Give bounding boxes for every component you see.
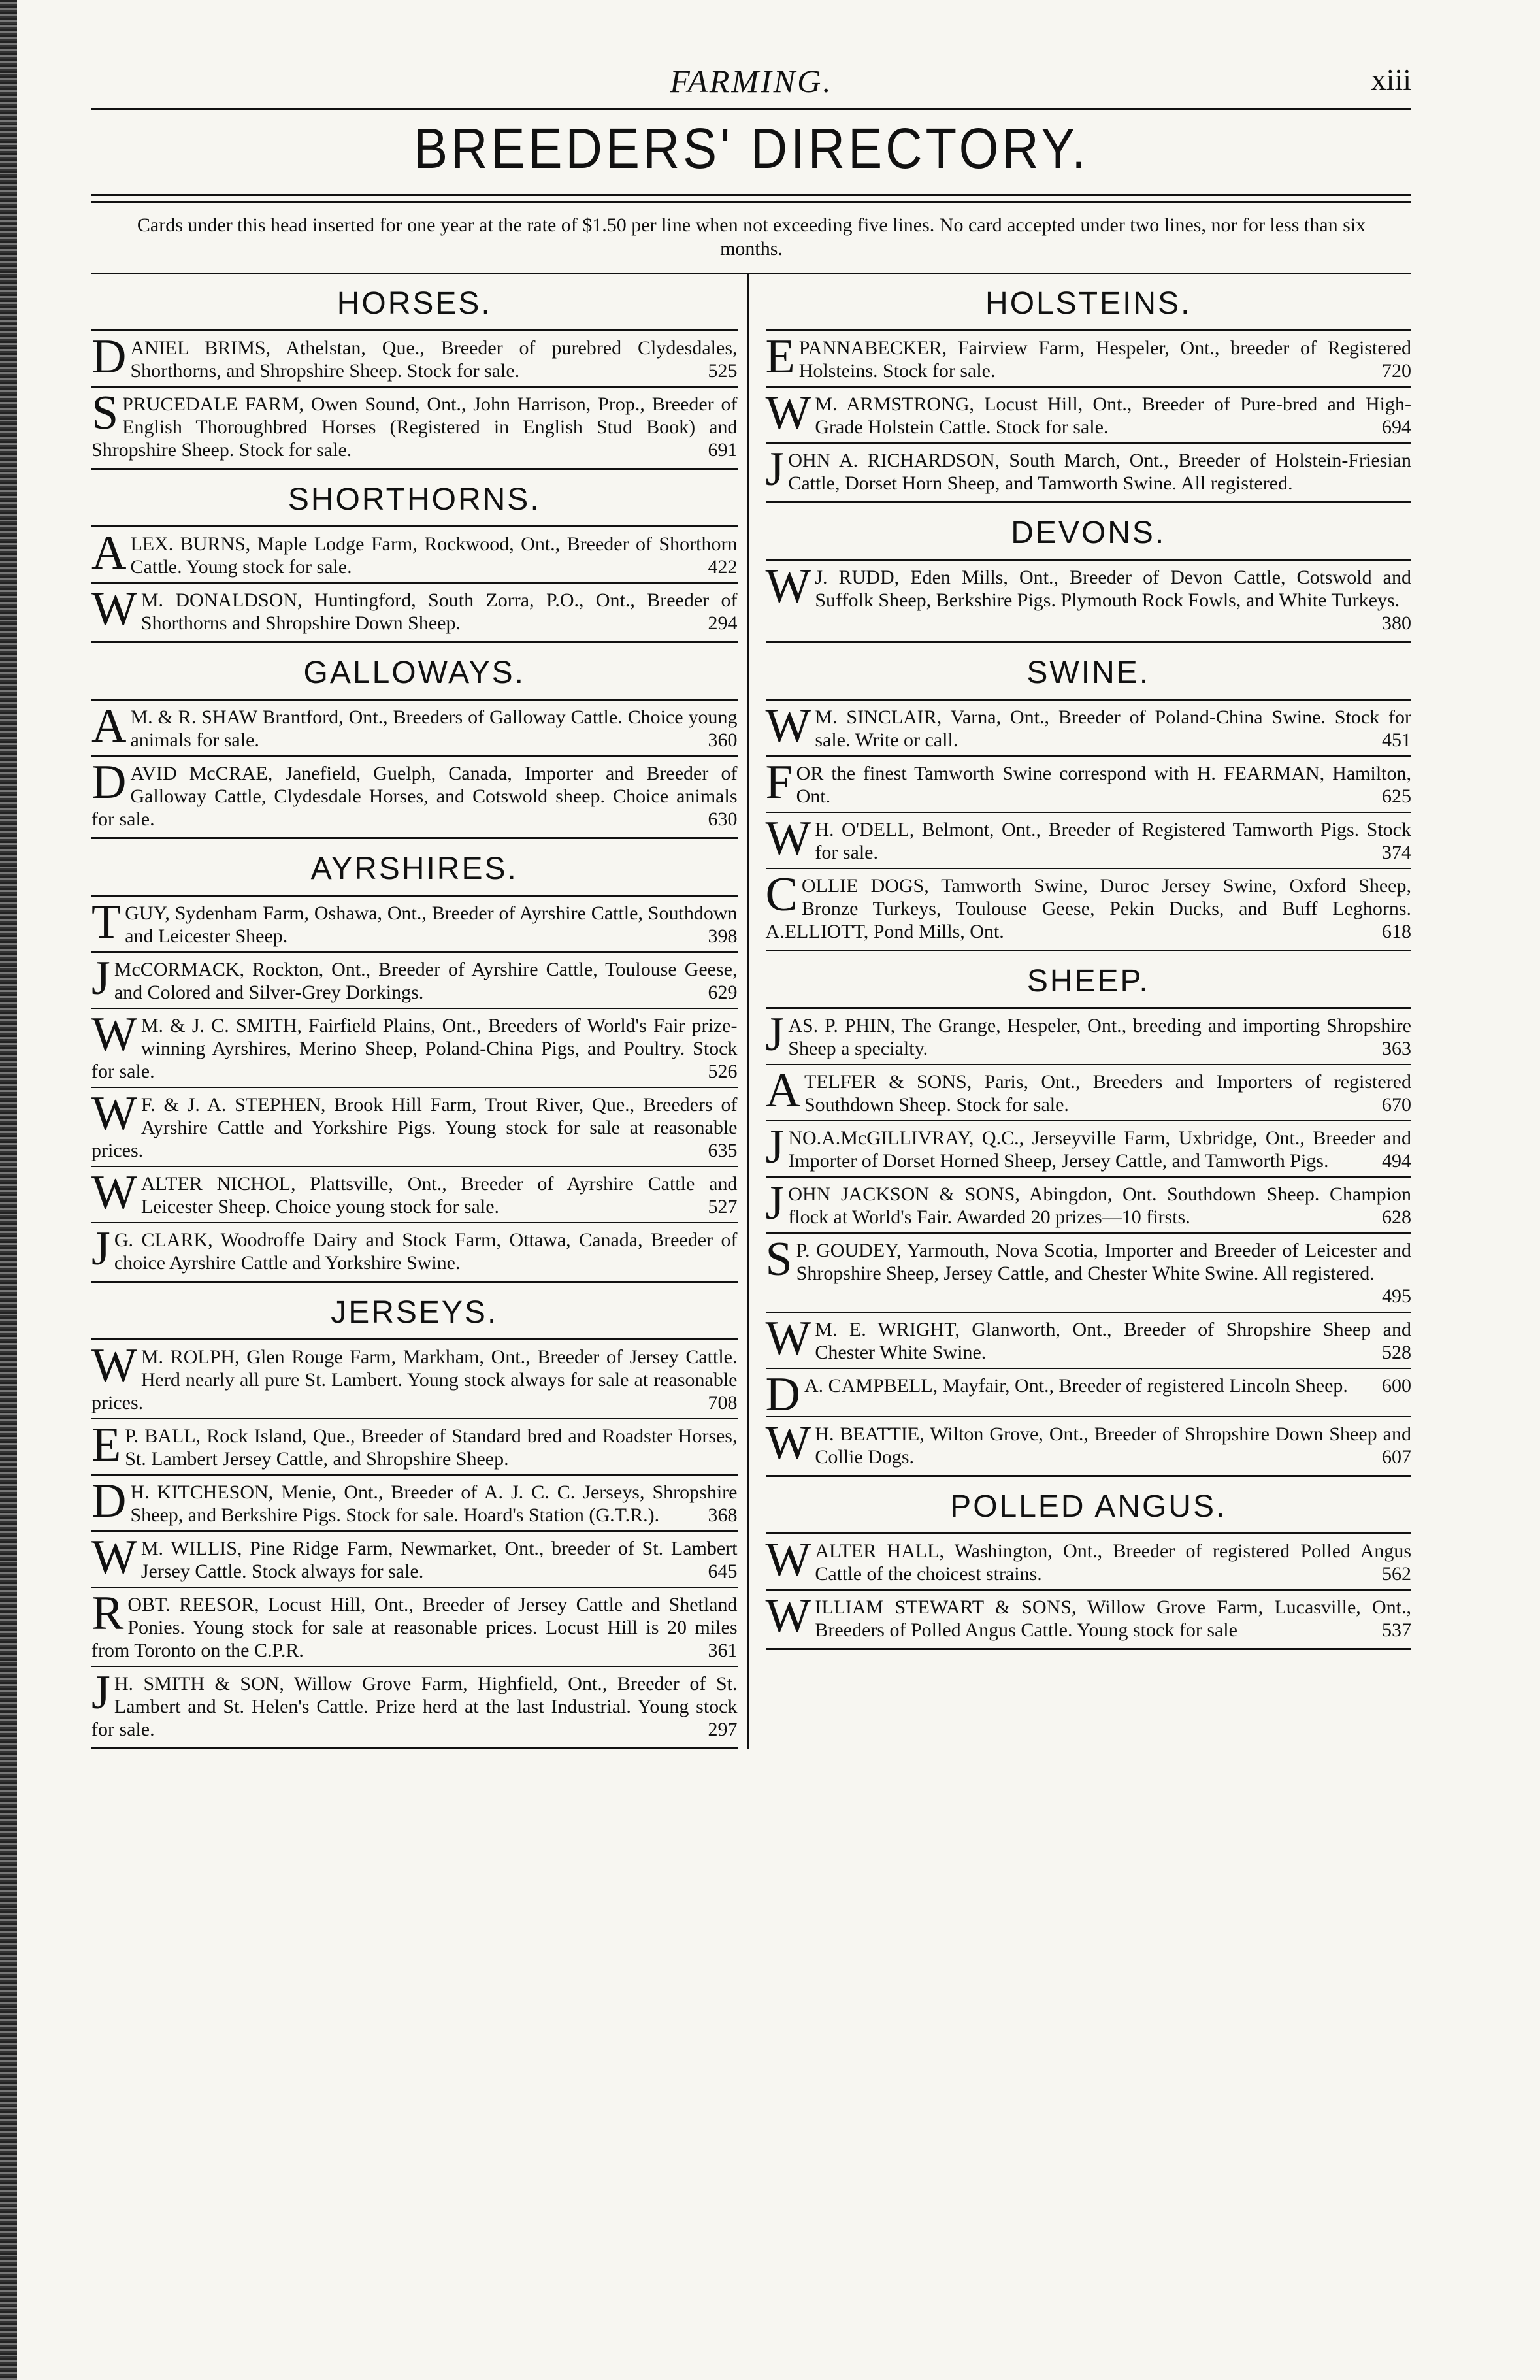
entry-text: McCORMACK, Rockton, Ont., Breeder of Ayrshire Cattle, Toulouse Geese, and Colored and Silver-Grey Dorkings.	[114, 959, 738, 1003]
directory-entry	[766, 1591, 1412, 1645]
entry-text: TELFER & SONS, Paris, Ont., Breeders and Importers of registered Southdown Sheep. Stock for sale.	[804, 1071, 1411, 1116]
directory-entry	[766, 1121, 1412, 1178]
entry-number: 645	[708, 1561, 738, 1582]
section-end-rule	[766, 1648, 1412, 1650]
section-heading-shorthorns: SHORTHORNS.	[287, 482, 541, 517]
directory-entry	[766, 813, 1412, 869]
entry-initial: J	[91, 1222, 110, 1276]
section-heading-polled-angus: POLLED ANGUS.	[950, 1489, 1227, 1524]
directory-entry	[91, 701, 738, 757]
entry-initial: T	[91, 895, 122, 949]
entry-number: 294	[708, 612, 738, 634]
entry-text: AS. P. PHIN, The Grange, Hespeler, Ont., breeding and importing Shropshire Sheep a specialty.	[788, 1015, 1411, 1059]
directory-entry	[766, 444, 1412, 499]
entry-initial: S	[91, 386, 119, 440]
directory-entry	[766, 1534, 1412, 1591]
entry-initial: S	[765, 1232, 793, 1286]
directory-entry	[91, 897, 738, 953]
entry-text: M. ARMSTRONG, Locust Hill, Ont., Breeder of Pure-bred and High-Grade Holstein Cattle. Stock for sale.	[815, 393, 1411, 438]
entry-number: 361	[708, 1640, 738, 1661]
section-end-rule	[91, 1281, 738, 1283]
directory-entry	[766, 701, 1412, 757]
entry-initial: W	[765, 812, 811, 865]
directory-entry	[766, 1313, 1412, 1369]
entry-initial: D	[91, 330, 127, 384]
directory-entry	[91, 1009, 738, 1088]
section-end-rule	[91, 1747, 738, 1749]
directory-entry	[91, 1476, 738, 1532]
directory-entry	[766, 388, 1412, 444]
entry-text: M. ROLPH, Glen Rouge Farm, Markham, Ont., Breeder of Jersey Cattle. Herd nearly all pure St. Lambert. Young stock always for sale at reasonable prices.	[91, 1346, 738, 1413]
entry-number: 562	[1382, 1563, 1411, 1585]
entry-number: 398	[708, 925, 738, 947]
directory-entry	[91, 527, 738, 584]
directory-entry	[91, 1532, 738, 1588]
entry-number: 691	[708, 439, 738, 461]
entry-initial: J	[765, 1176, 785, 1230]
directory-entry	[91, 1340, 738, 1419]
section-heading-devons: DEVONS.	[1011, 516, 1166, 550]
entry-number: 526	[708, 1061, 738, 1082]
section-end-rule	[91, 641, 738, 643]
notice: Cards under this head inserted for one year at the rate of $1.50 per line when not exceeding five lines. No card accepted under two lines, nor for less than six months.	[137, 214, 1366, 259]
entry-initial: D	[765, 1368, 800, 1421]
entry-initial: J	[765, 442, 785, 496]
entry-number: 368	[708, 1504, 738, 1526]
entry-initial: D	[91, 755, 127, 809]
directory-entry	[91, 388, 738, 465]
directory-entry	[91, 584, 738, 638]
entry-number: 297	[708, 1719, 738, 1740]
directory-entry	[765, 1368, 1412, 1421]
entry-initial: W	[765, 1589, 811, 1643]
directory-entry	[91, 1223, 738, 1278]
entry-initial: W	[765, 559, 811, 613]
entry-number: 635	[708, 1140, 738, 1161]
directory-entry	[766, 331, 1412, 388]
entry-text: PRUCEDALE FARM, Owen Sound, Ont., John Harrison, Prop., Breeder of English Thoroughbred Horses (Registered in English Stud Book) and Shropshire Sheep. Stock for sale.	[91, 393, 738, 461]
entry-text: F. & J. A. STEPHEN, Brook Hill Farm, Trout River, Que., Breeders of Ayrshire Cattle and Yorkshire Pigs. Young stock for sale at reasonable prices.	[91, 1094, 738, 1161]
left-column	[91, 274, 749, 1749]
entry-initial: W	[91, 1008, 137, 1061]
entry-initial: F	[765, 755, 793, 809]
entry-initial: D	[91, 1474, 127, 1528]
entry-text: NO.A.McGILLIVRAY, Q.C., Jerseyville Farm, Uxbridge, Ont., Breeder and Importer of Dorset Horned Sheep, Jersey Cattle, and Tamworth Pigs.	[788, 1127, 1411, 1172]
directory-entry	[91, 1588, 738, 1667]
entry-number: 537	[1382, 1619, 1411, 1641]
directory-entry	[91, 757, 738, 835]
directory-entry	[766, 757, 1412, 813]
entry-initial: R	[91, 1587, 124, 1640]
entry-text: GUY, Sydenham Farm, Oshawa, Ont., Breeder of Ayrshire Cattle, Southdown and Leicester Sheep.	[125, 902, 738, 947]
title-double-rule	[91, 194, 1411, 203]
entry-initial: W	[765, 1533, 811, 1587]
entry-initial: C	[765, 868, 798, 921]
entry-text: J. RUDD, Eden Mills, Ont., Breeder of Devon Cattle, Cotswold and Suffolk Sheep, Berkshire Pigs. Plymouth Rock Fowls, and White Turkeys.	[815, 567, 1411, 611]
directory-entry	[766, 1417, 1412, 1472]
entry-number: 495	[1382, 1285, 1411, 1307]
directory-title: BREEDERS' DIRECTORY.	[414, 116, 1089, 181]
directory-entry	[91, 953, 738, 1009]
entry-text: OHN A. RICHARDSON, South March, Ont., Breeder of Holstein-Friesian Cattle, Dorset Horn Sheep, and Tamworth Swine. All registered.	[788, 450, 1411, 494]
entry-text: ANIEL BRIMS, Athelstan, Que., Breeder of purebred Clydesdales, Shorthorns, and Shropshire Sheep. Stock for sale.	[130, 337, 738, 382]
entry-text: M. & J. C. SMITH, Fairfield Plains, Ont., Breeders of World's Fair prize-winning Ayrshires, Merino Sheep, Poland-China Pigs, and Poultry. Stock for sale.	[91, 1015, 738, 1082]
entry-text: LEX. BURNS, Maple Lodge Farm, Rockwood, Ont., Breeder of Shorthorn Cattle. Young stock for sale.	[130, 533, 738, 578]
entry-text: ALTER NICHOL, Plattsville, Ont., Breeder of Ayrshire Cattle and Leicester Sheep. Choice young stock for sale.	[140, 1173, 738, 1217]
section-end-rule	[766, 501, 1412, 503]
entry-number: 360	[708, 729, 738, 751]
section-heading-jerseys: JERSEYS.	[331, 1295, 499, 1330]
entry-number: 527	[708, 1196, 738, 1217]
entry-text: H. O'DELL, Belmont, Ont., Breeder of Registered Tamworth Pigs. Stock for sale.	[815, 819, 1411, 863]
entry-text: P. GOUDEY, Yarmouth, Nova Scotia, Importer and Breeder of Leicester and Shropshire Sheep, Jersey Cattle, and Chester White Swine. All registered.	[796, 1240, 1411, 1284]
entry-number: 720	[1382, 360, 1411, 382]
section-heading-galloways: GALLOWAYS.	[303, 655, 525, 690]
entry-number: 525	[708, 360, 738, 382]
page-number: xiii	[1371, 63, 1411, 96]
directory-entry	[91, 1088, 738, 1167]
entry-text: M. DONALDSON, Huntingford, South Zorra, P.O., Ont., Breeder of Shorthorns and Shropshire Down Sheep.	[140, 589, 738, 634]
entry-initial: E	[765, 330, 795, 384]
entry-number: 380	[1382, 612, 1411, 634]
entry-text: M. E. WRIGHT, Glanworth, Ont., Breeder of Shropshire Sheep and Chester White Swine.	[815, 1319, 1411, 1363]
entry-text: OR the finest Tamworth Swine correspond with H. FEARMAN, Hamilton, Ont.	[796, 763, 1411, 807]
entry-text: M. SINCLAIR, Varna, Ont., Breeder of Poland-China Swine. Stock for sale. Write or call.	[815, 706, 1411, 751]
section-heading-swine: SWINE.	[1026, 655, 1151, 690]
entry-number: 628	[1382, 1206, 1411, 1228]
entry-text: OHN JACKSON & SONS, Abingdon, Ont. Southdown Sheep. Champion flock at World's Fair. Awarded 20 prizes—10 firsts.	[788, 1183, 1411, 1228]
directory-entry	[766, 1234, 1412, 1313]
entry-text: M. WILLIS, Pine Ridge Farm, Newmarket, Ont., breeder of St. Lambert Jersey Cattle. Stock always for sale.	[140, 1538, 738, 1582]
entry-text: A. CAMPBELL, Mayfair, Ont., Breeder of registered Lincoln Sheep.	[804, 1375, 1348, 1397]
entry-number: 363	[1382, 1038, 1411, 1059]
entry-initial: W	[765, 1416, 811, 1470]
entry-number: 451	[1382, 729, 1411, 751]
entry-initial: A	[91, 526, 127, 580]
section-end-rule	[91, 468, 738, 470]
entry-number: 670	[1382, 1094, 1411, 1116]
section-heading-ayrshires: AYRSHIRES.	[310, 851, 518, 886]
directory-entry	[91, 1419, 738, 1476]
entry-initial: W	[91, 1166, 137, 1219]
entry-number: 528	[1382, 1342, 1411, 1363]
entry-text: P. BALL, Rock Island, Que., Breeder of Standard bred and Roadster Horses, St. Lambert Jersey Cattle, and Shropshire Sheep.	[125, 1425, 738, 1470]
directory-entry	[766, 869, 1412, 947]
entry-initial: E	[91, 1418, 122, 1472]
entry-number: 625	[1382, 785, 1411, 807]
entry-initial: W	[91, 1339, 137, 1393]
entry-initial: W	[91, 1530, 137, 1584]
entry-text: AVID McCRAE, Janefield, Guelph, Canada, Importer and Breeder of Galloway Cattle, Clydesdale Horses, and Cotswold sheep. Choice animals for sale.	[91, 763, 738, 830]
section-heading-horses: HORSES.	[336, 286, 492, 321]
directory-entry	[91, 1667, 738, 1745]
entry-text: H. KITCHESON, Menie, Ont., Breeder of A. J. C. C. Jerseys, Shropshire Sheep, and Berkshire Pigs. Stock for sale. Hoard's Station (G.T.R.).	[130, 1481, 738, 1526]
page	[91, 62, 1411, 1749]
entry-initial: A	[91, 699, 127, 753]
entry-initial: A	[765, 1064, 800, 1117]
entry-text: OLLIE DOGS, Tamworth Swine, Duroc Jersey Swine, Oxford Sheep, Bronze Turkeys, Toulouse Geese, Pekin Ducks, and Buff Leghorns. A.ELLIOTT, Pond Mills, Ont.	[765, 875, 1411, 942]
entry-initial: W	[91, 582, 137, 636]
right-column	[749, 274, 1412, 1749]
section-end-rule	[91, 837, 738, 839]
entry-text: OBT. REESOR, Locust Hill, Ont., Breeder of Jersey Cattle and Shetland Ponies. Young stock for sale at reasonable prices. Locust Hill is 20 miles from Toronto on the C.P.R.	[91, 1594, 738, 1661]
entry-number: 694	[1382, 416, 1411, 438]
entry-number: 607	[1382, 1446, 1411, 1468]
entry-number: 618	[1382, 921, 1411, 942]
header-rule	[91, 108, 1411, 110]
entry-initial: J	[91, 951, 110, 1005]
section-end-rule	[766, 1475, 1412, 1477]
directory-entry	[766, 561, 1412, 638]
entry-initial: W	[765, 699, 811, 753]
running-title: FARMING.	[670, 63, 833, 99]
entry-number: 600	[1382, 1375, 1411, 1397]
entry-text: ILLIAM STEWART & SONS, Willow Grove Farm, Lucasville, Ont., Breeders of Polled Angus Cattle. Young stock for sale	[815, 1596, 1411, 1641]
section-end-rule	[766, 950, 1412, 951]
section-heading-sheep: SHEEP.	[1026, 964, 1150, 999]
entry-number: 629	[708, 982, 738, 1003]
entry-initial: J	[765, 1008, 785, 1061]
section-heading-holsteins: HOLSTEINS.	[985, 286, 1192, 321]
entry-text: G. CLARK, Woodroffe Dairy and Stock Farm, Ottawa, Canada, Breeder of choice Ayrshire Cattle and Yorkshire Swine.	[114, 1229, 738, 1274]
directory-entry	[766, 1065, 1412, 1121]
entry-initial: W	[765, 1312, 811, 1365]
entry-number: 494	[1382, 1150, 1411, 1172]
directory-entry	[91, 1167, 738, 1223]
entry-text: H. BEATTIE, Wilton Grove, Ont., Breeder of Shropshire Down Sheep and Collie Dogs.	[815, 1423, 1411, 1468]
entry-number: 708	[708, 1392, 738, 1413]
entry-text: ALTER HALL, Washington, Ont., Breeder of registered Polled Angus Cattle of the choicest strains.	[815, 1540, 1411, 1585]
binding-edge	[0, 0, 17, 2380]
entry-number: 630	[708, 808, 738, 830]
entry-text: M. & R. SHAW Brantford, Ont., Breeders of Galloway Cattle. Choice young animals for sale.	[130, 706, 738, 751]
section-end-rule	[766, 641, 1412, 643]
directory-entry	[766, 1009, 1412, 1065]
directory-entry	[766, 1178, 1412, 1234]
entry-text: H. SMITH & SON, Willow Grove Farm, Highfield, Ont., Breeder of St. Lambert and St. Helen's Cattle. Prize herd at the last Industrial. Young stock for sale.	[91, 1673, 738, 1740]
entry-text: PANNABECKER, Fairview Farm, Hespeler, Ont., breeder of Registered Holsteins. Stock for sale.	[798, 337, 1411, 382]
entry-initial: J	[91, 1666, 110, 1719]
entry-initial: W	[91, 1087, 137, 1140]
running-head	[91, 62, 1411, 108]
entry-initial: W	[765, 386, 811, 440]
directory-entry	[91, 331, 738, 388]
directory-columns	[91, 274, 1411, 1749]
entry-initial: J	[765, 1120, 785, 1174]
entry-number: 422	[708, 556, 738, 578]
entry-number: 374	[1382, 842, 1411, 863]
